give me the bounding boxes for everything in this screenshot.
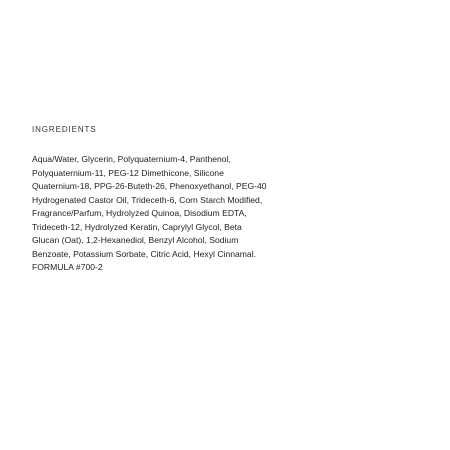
ingredients-line: Benzoate, Potassium Sorbate, Citric Acid, Hexyl Cinnamal. [32, 248, 257, 259]
ingredients-line: Hydrogenated Castor Oil, Trideceth-6, Corn Starch Modified, [32, 194, 263, 205]
ingredients-line: Polyquaternium-11, PEG-12 Dimethicone, Silicone [32, 167, 224, 178]
ingredients-line: Trideceth-12, Hydrolyzed Keratin, Caprylyl Glycol, Beta [32, 221, 242, 232]
ingredients-line: Fragrance/Parfum, Hydrolyzed Quinoa, Disodium EDTA, [32, 208, 247, 218]
formula-number: FORMULA #700-2 [32, 262, 103, 272]
ingredients-heading: INGREDIENTS [32, 125, 97, 134]
ingredients-line: Aqua/Water, Glycerin, Polyquaternium-4, Panthenol, [32, 154, 231, 164]
ingredients-list [32, 153, 332, 275]
ingredients-line: Glucan (Oat), 1,2-Hexanediol, Benzyl Alcohol, Sodium [32, 235, 239, 245]
ingredients-line: Quaternium-18, PPG-26-Buteth-26, Phenoxyethanol, PEG-40 [32, 181, 267, 191]
ingredients-panel [32, 124, 332, 275]
